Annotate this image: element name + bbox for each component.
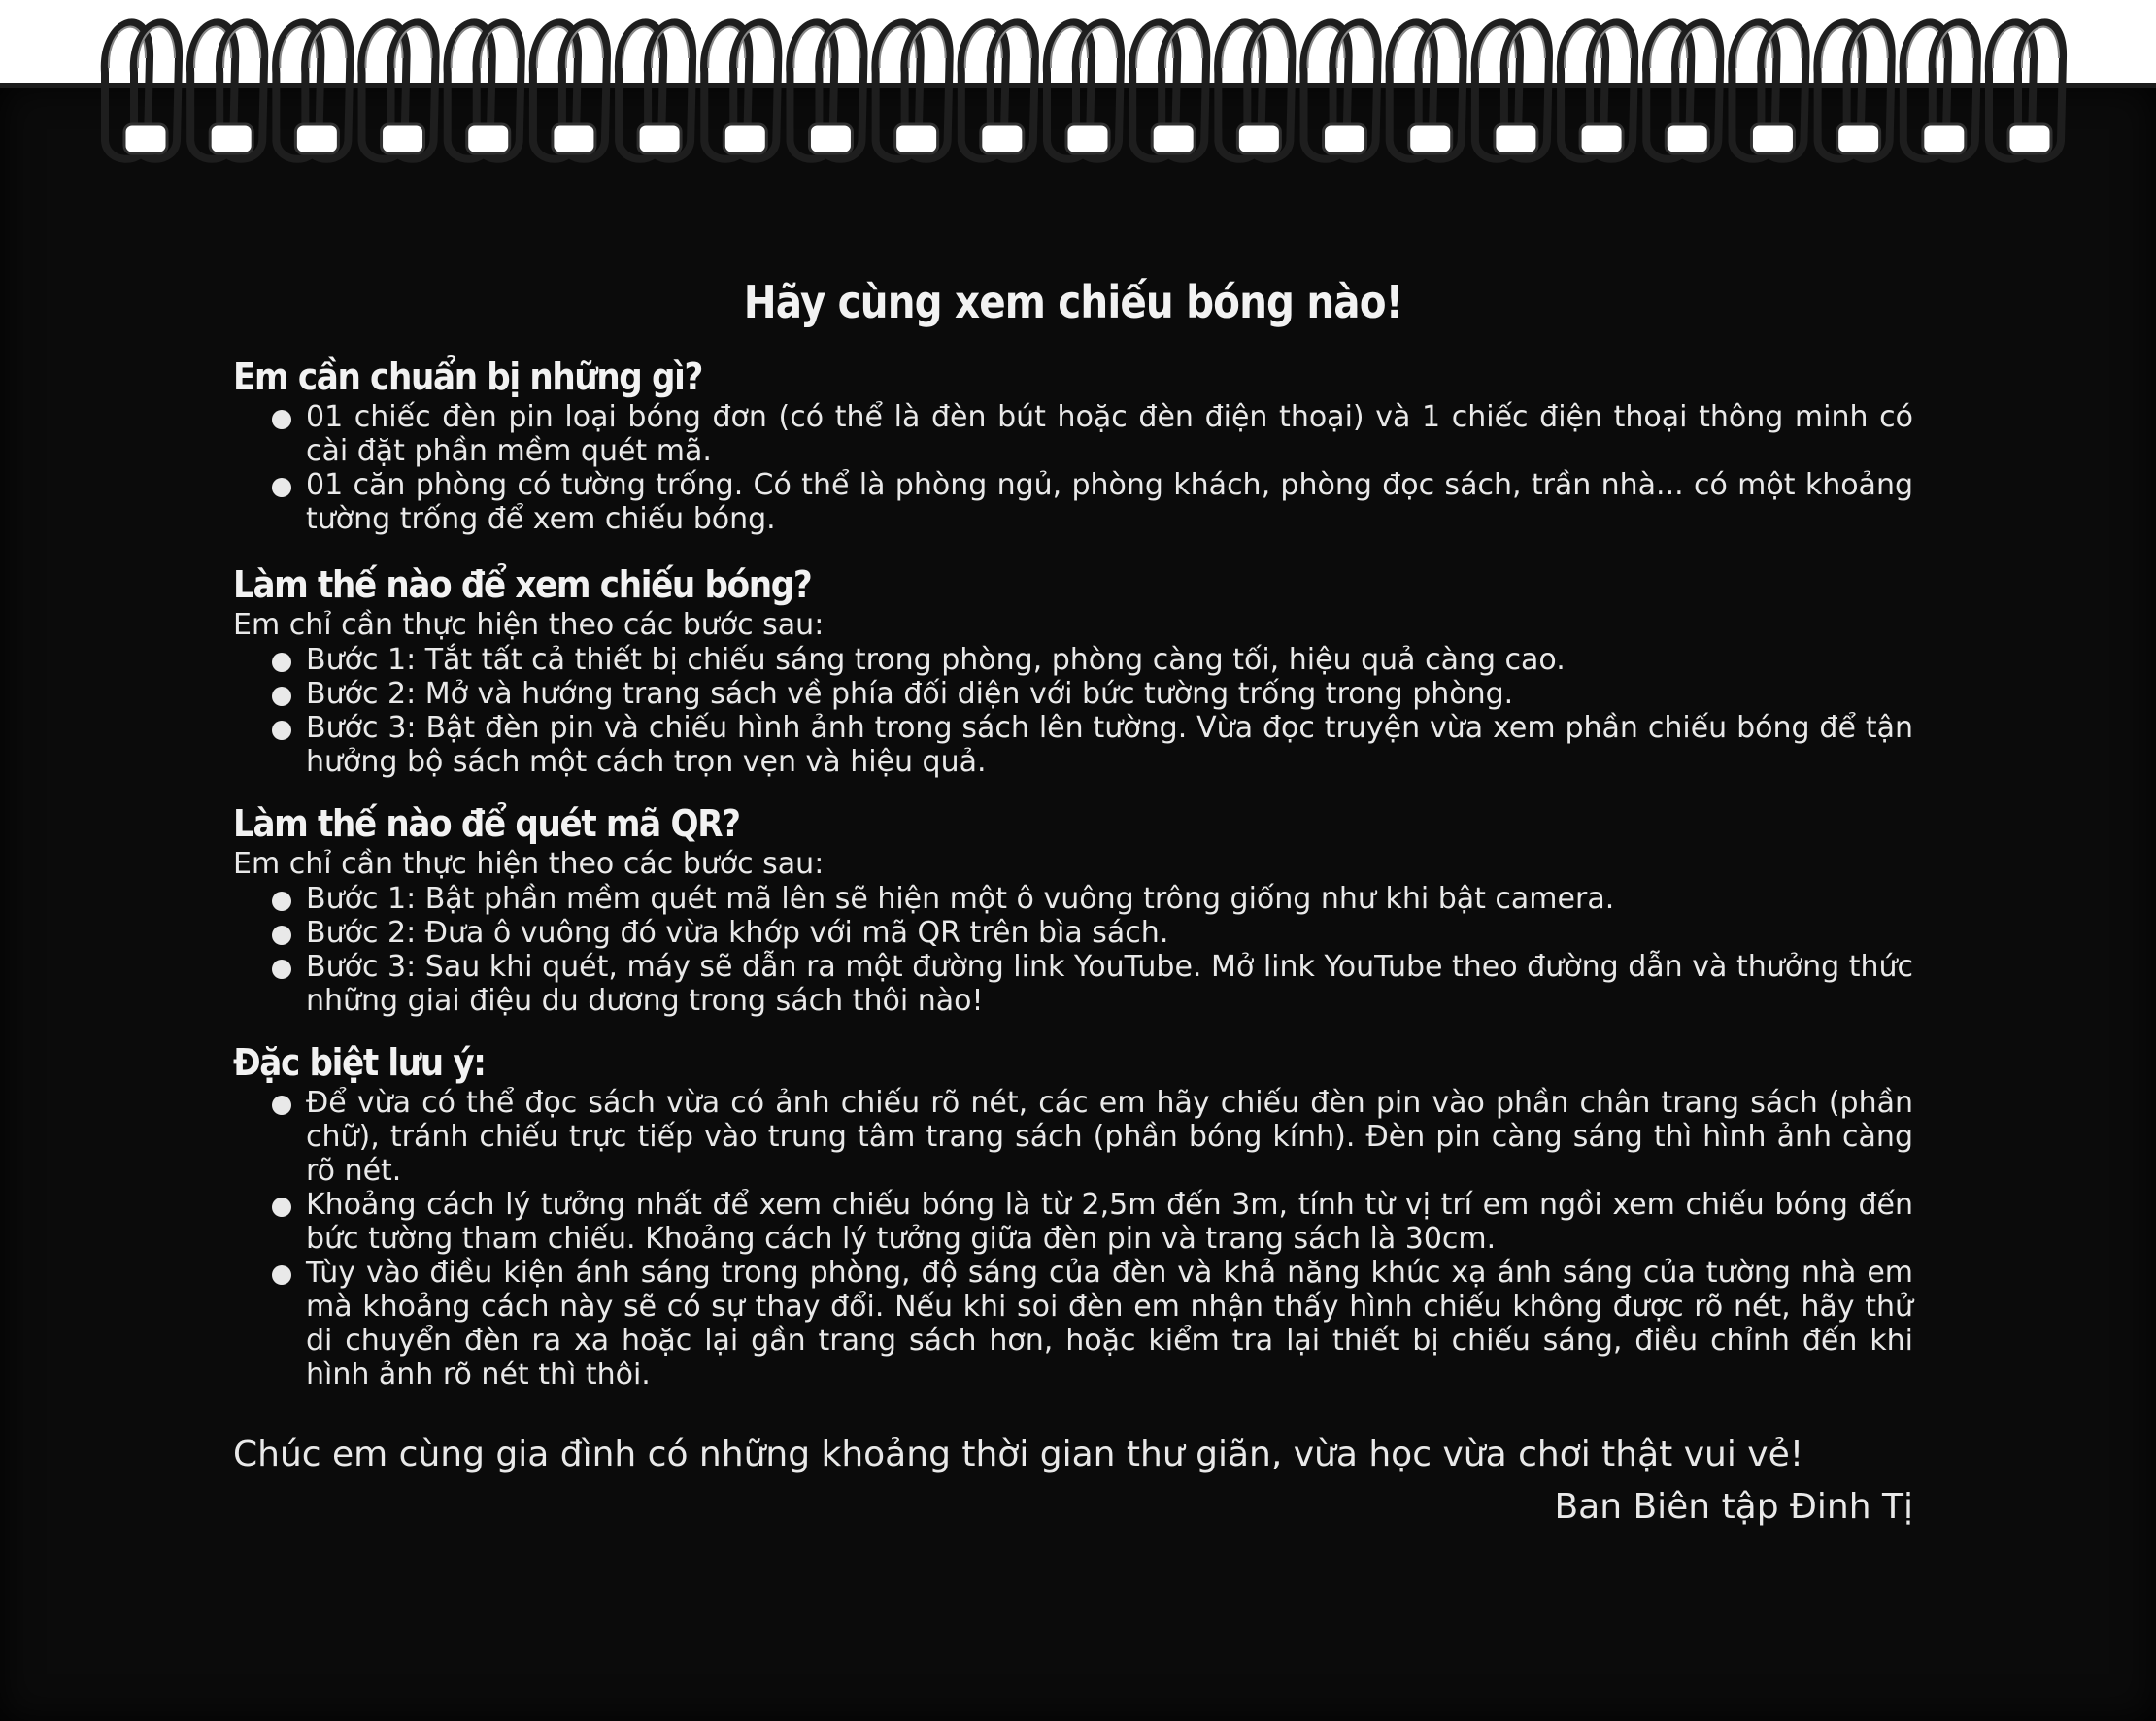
section-special-notes [233,1039,1913,1392]
section-heading: Làm thế nào để xem chiếu bóng? [233,563,812,606]
bullet-icon [272,892,291,911]
bullet-icon [272,687,291,706]
list-item: Bước 1: Bật phần mềm quét mã lên sẽ hiện một ô vuông trông giống như khi bật camera. [233,882,1913,916]
binding-ring [448,22,522,158]
signature: Ban Biên tập Đinh Tị [1554,1487,1913,1527]
binding-ring [619,22,692,158]
binding-ring [1903,22,1977,158]
section-qr-scan [233,800,1913,1018]
item-list [233,400,1913,536]
bullet-icon [272,478,291,497]
item-list [233,1086,1913,1392]
binding-ring [1646,22,1720,158]
binding-ring [1989,22,2063,158]
spiral-binding [0,0,2156,175]
binding-ring [190,22,264,158]
item-list [233,882,1913,1018]
binding-ring [105,22,179,158]
binding-ring [1732,22,1805,158]
binding-ring [1817,22,1891,158]
page-title: Hãy cùng xem chiếu bóng nào! [743,276,1403,328]
bullet-icon [272,960,291,979]
list-item: Để vừa có thể đọc sách vừa có ảnh chiếu rõ nét, các em hãy chiếu đèn pin vào phần chân trang sách (phần chữ), tránh chiếu trực tiếp vào trung tâm trang sách (phần bóng kính). Đèn pin càng sáng thì hình ảnh càng rõ nét. [233,1086,1913,1188]
bullet-icon [272,653,291,672]
list-item: Bước 3: Sau khi quét, máy sẽ dẫn ra một đường link YouTube. Mở link YouTube theo đường dẫn và thưởng thức những giai điệu du dương trong sách thôi nào! [233,950,1913,1018]
section-intro: Em chỉ cần thực hiện theo các bước sau: [233,608,825,642]
section-heading: Đặc biệt lưu ý: [233,1041,486,1084]
list-item: Tùy vào điều kiện ánh sáng trong phòng, độ sáng của đèn và khả năng khúc xạ ánh sáng của tường nhà em mà khoảng cách này sẽ có sự thay đổi. Nếu khi soi đèn em nhận thấy hình chiếu không được rõ nét, hãy thử di chuyển đèn ra xa hoặc lại gần trang sách hơn, hoặc kiểm tra lại thiết bị chiếu sáng, điều chỉnh đến khi hình ảnh rõ nét thì thôi. [233,1256,1913,1392]
list-item: 01 chiếc đèn pin loại bóng đơn (có thể là đèn bút hoặc đèn điện thoại) và 1 chiếc điện thoại thông minh có cài đặt phần mềm quét mã. [233,400,1913,468]
binding-ring [790,22,863,158]
item-list [233,643,1913,779]
closing-message: Chúc em cùng gia đình có những khoảng thời gian thư giãn, vừa học vừa chơi thật vui vẻ! [233,1434,1804,1474]
binding-ring [875,22,949,158]
binding-ring [1561,22,1634,158]
binding-ring [361,22,435,158]
binding-ring [276,22,350,158]
binding-ring [704,22,778,158]
bullet-icon [272,1265,291,1285]
section-heading: Làm thế nào để quét mã QR? [233,802,740,845]
list-item: Bước 2: Mở và hướng trang sách về phía đối diện với bức tường trống trong phòng. [233,677,1913,711]
section-intro: Em chỉ cần thực hiện theo các bước sau: [233,847,825,881]
list-item: Bước 3: Bật đèn pin và chiếu hình ảnh trong sách lên tường. Vừa đọc truyện vừa xem phần chiếu bóng để tận hưởng bộ sách một cách trọn vẹn và hiệu quả. [233,711,1913,779]
section-how-to-watch [233,561,1913,779]
binding-ring [1475,22,1549,158]
list-item: Bước 2: Đưa ô vuông đó vừa khớp với mã QR trên bìa sách. [233,916,1913,950]
binding-ring [1218,22,1292,158]
bullet-icon [272,1096,291,1115]
binding-ring [1132,22,1206,158]
bullet-icon [272,410,291,429]
bullet-icon [272,926,291,945]
binding-ring [533,22,607,158]
list-item: Khoảng cách lý tưởng nhất để xem chiếu bóng là từ 2,5m đến 3m, tính từ vị trí em ngồi xem chiếu bóng đến bức tường tham chiếu. Khoảng cách lý tưởng giữa đèn pin và trang sách là 30cm. [233,1188,1913,1256]
section-preparation [233,354,1913,536]
bullet-icon [272,1198,291,1217]
list-item: 01 căn phòng có tường trống. Có thể là phòng ngủ, phòng khách, phòng đọc sách, trần nhà... có một khoảng tường trống để xem chiếu bóng. [233,468,1913,536]
list-item: Bước 1: Tắt tất cả thiết bị chiếu sáng trong phòng, phòng càng tối, hiệu quả càng cao. [233,643,1913,677]
binding-ring [1390,22,1464,158]
binding-ring [961,22,1035,158]
bullet-icon [272,721,291,740]
section-heading: Em cần chuẩn bị những gì? [233,355,702,398]
binding-ring [1303,22,1377,158]
page-content [233,262,1913,1532]
binding-ring [1047,22,1121,158]
